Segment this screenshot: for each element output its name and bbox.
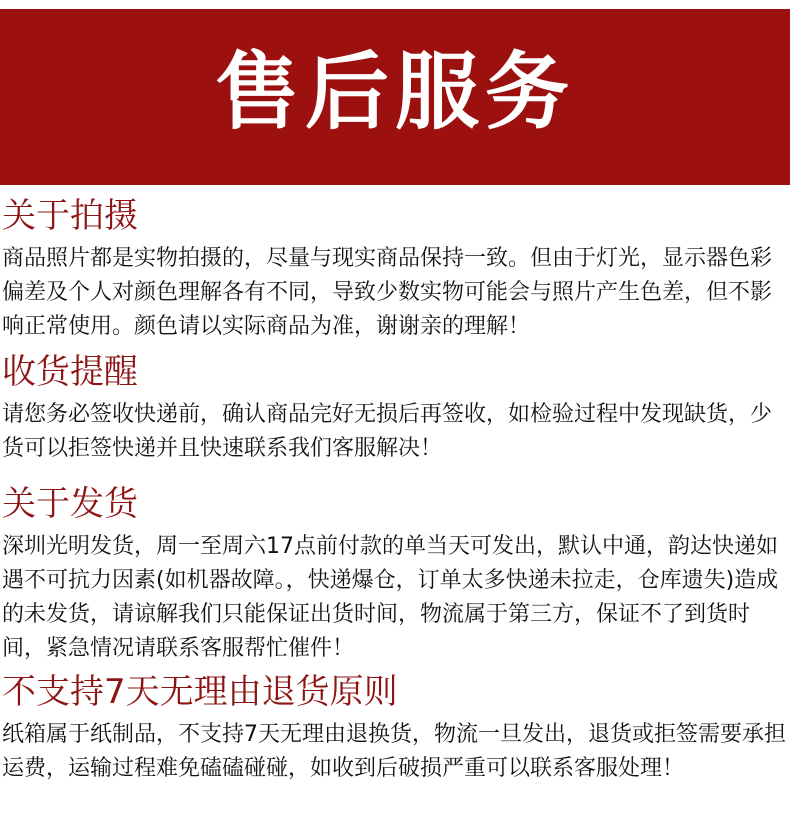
section-heading: 关于发货 [2, 484, 138, 524]
banner-title: 售后服务 [214, 43, 575, 141]
section-return-policy [0, 672, 790, 786]
banner [0, 9, 790, 185]
section-body: 深圳光明发货，周一至周六17点前付款的单当天可发出，默认中通，韵达快递如遇不可抗力因素(如机器故障。，快递爆仓，订单太多快递未拉走，仓库遗失)造成的未发货，请谅解我们只能保证出货时间，物流属于第三方，保证不了到货时间，紧急情况请联系客服帮忙催件！ [2, 534, 779, 661]
section-shipping [0, 484, 790, 666]
section-body: 商品照片都是实物拍摄的，尽量与现实商品保持一致。但由于灯光，显示器色彩偏差及个人对颜色理解各有不同，导致少数实物可能会与照片产生色差，但不影响正常使用。颜色请以实际商品为准，谢谢亲的理解！ [2, 246, 773, 339]
section-heading: 不支持7天无理由退货原则 [2, 672, 398, 712]
section-heading: 收货提醒 [2, 352, 138, 392]
section-body: 纸箱属于纸制品，不支持7天无理由退换货，物流一旦发出，退货或拒签需要承担运费，运输过程难免磕磕碰碰，如收到后破损严重可以联系客服处理！ [2, 722, 786, 781]
section-receipt-reminder [0, 352, 790, 466]
section-heading: 关于拍摄 [2, 196, 138, 236]
section-photography [0, 196, 790, 344]
section-body: 请您务必签收快递前，确认商品完好无损后再签收，如检验过程中发现缺货，少货可以拒签快递并且快速联系我们客服解决！ [2, 402, 773, 461]
